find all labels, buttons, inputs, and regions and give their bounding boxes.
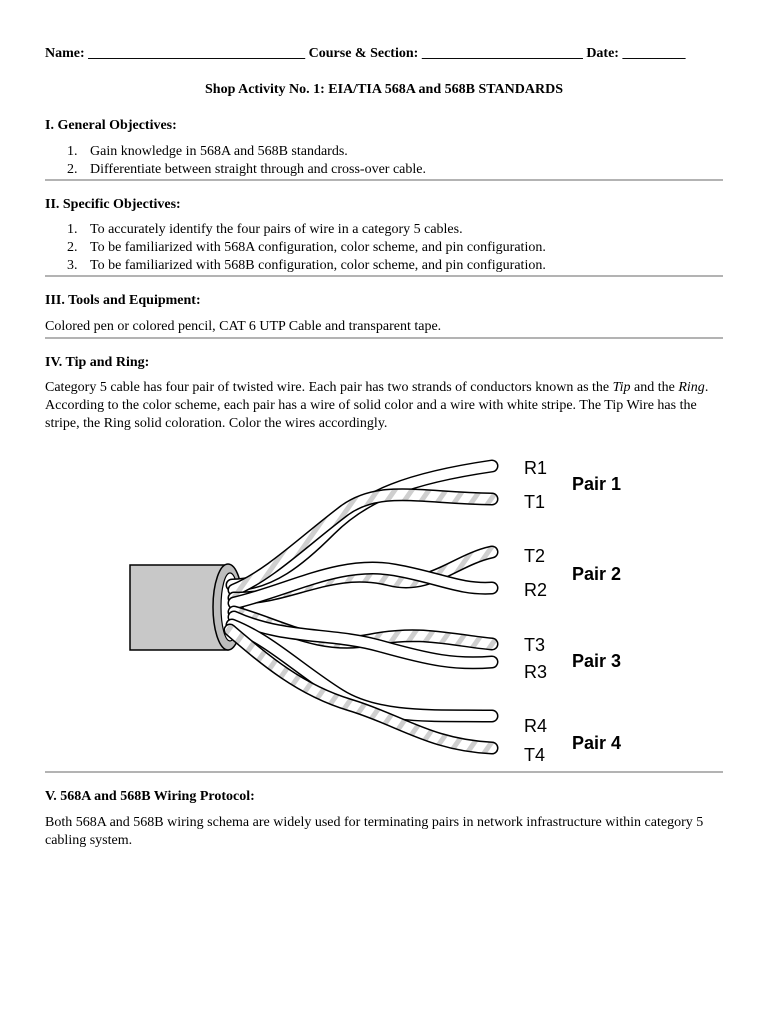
name-blank: _______________________________ [88, 46, 306, 61]
pair-label-4: Pair 4 [572, 733, 622, 753]
course-blank: _______________________ [421, 46, 583, 61]
list-item: 1. Gain knowledge in 568A and 568B standards. [67, 144, 348, 159]
header-line [45, 46, 685, 62]
date-label: Date: [586, 46, 619, 61]
list-item: 3. To be familiarized with 568B configuration, color scheme, and pin configuration. [67, 258, 546, 273]
list-item: 2. To be familiarized with 568A configuration, color scheme, and pin configuration. [67, 240, 546, 255]
section1-list [67, 143, 426, 179]
pair-label-3: Pair 3 [572, 651, 622, 671]
ring-word: Ring [678, 380, 705, 395]
wire-label-t1: T1 [524, 492, 546, 512]
date-blank: _________ [622, 46, 686, 61]
wire-label-r4: R4 [524, 716, 548, 736]
cable-jacket [130, 564, 243, 650]
list-item: 1. To accurately identify the four pairs of wire in a category 5 cables. [67, 222, 463, 237]
pair-label-2: Pair 2 [572, 564, 622, 584]
divider [45, 771, 723, 773]
wire-label-r3: R3 [524, 662, 548, 682]
divider [45, 275, 723, 277]
divider [45, 179, 723, 181]
wire-label-t4: T4 [524, 745, 546, 765]
wire-label-r1: R1 [524, 458, 548, 478]
section5-heading: V. 568A and 568B Wiring Protocol: [45, 789, 255, 804]
section4-heading: IV. Tip and Ring: [45, 355, 150, 370]
section2-list [67, 221, 546, 275]
pair-label-1: Pair 1 [572, 474, 622, 494]
section4-text: Category 5 cable has four pair of twisted wire. Each pair has two strands of conductors known as the Tip and the Ring. According to the color scheme, each pair has a wire of solid color and a wire with white stripe. The Tip Wire has the stripe, the Ring solid coloration. Color the wires accordingly. [45, 380, 709, 431]
page-title: Shop Activity No. 1: EIA/TIA 568A and 568B STANDARDS [205, 82, 563, 97]
section2-heading: II. Specific Objectives: [45, 197, 181, 212]
section1-heading: I. General Objectives: [45, 118, 177, 133]
course-label: Course & Section: [308, 46, 419, 61]
name-label: Name: [45, 46, 85, 61]
section3-heading: III. Tools and Equipment: [45, 293, 201, 308]
divider [45, 337, 723, 339]
wire-label-r2: R2 [524, 580, 548, 600]
wire-label-t2: T2 [524, 546, 546, 566]
wire-label-t3: T3 [524, 635, 546, 655]
cable-diagram [0, 450, 768, 770]
list-item: 2. Differentiate between straight through and cross-over cable. [67, 162, 426, 177]
tip-word: Tip [612, 380, 631, 395]
section3-text: Colored pen or colored pencil, CAT 6 UTP Cable and transparent tape. [45, 319, 442, 334]
section5-text: Both 568A and 568B wiring schema are widely used for terminating pairs in network infrastructure within category 5 cabling system. [45, 815, 704, 848]
